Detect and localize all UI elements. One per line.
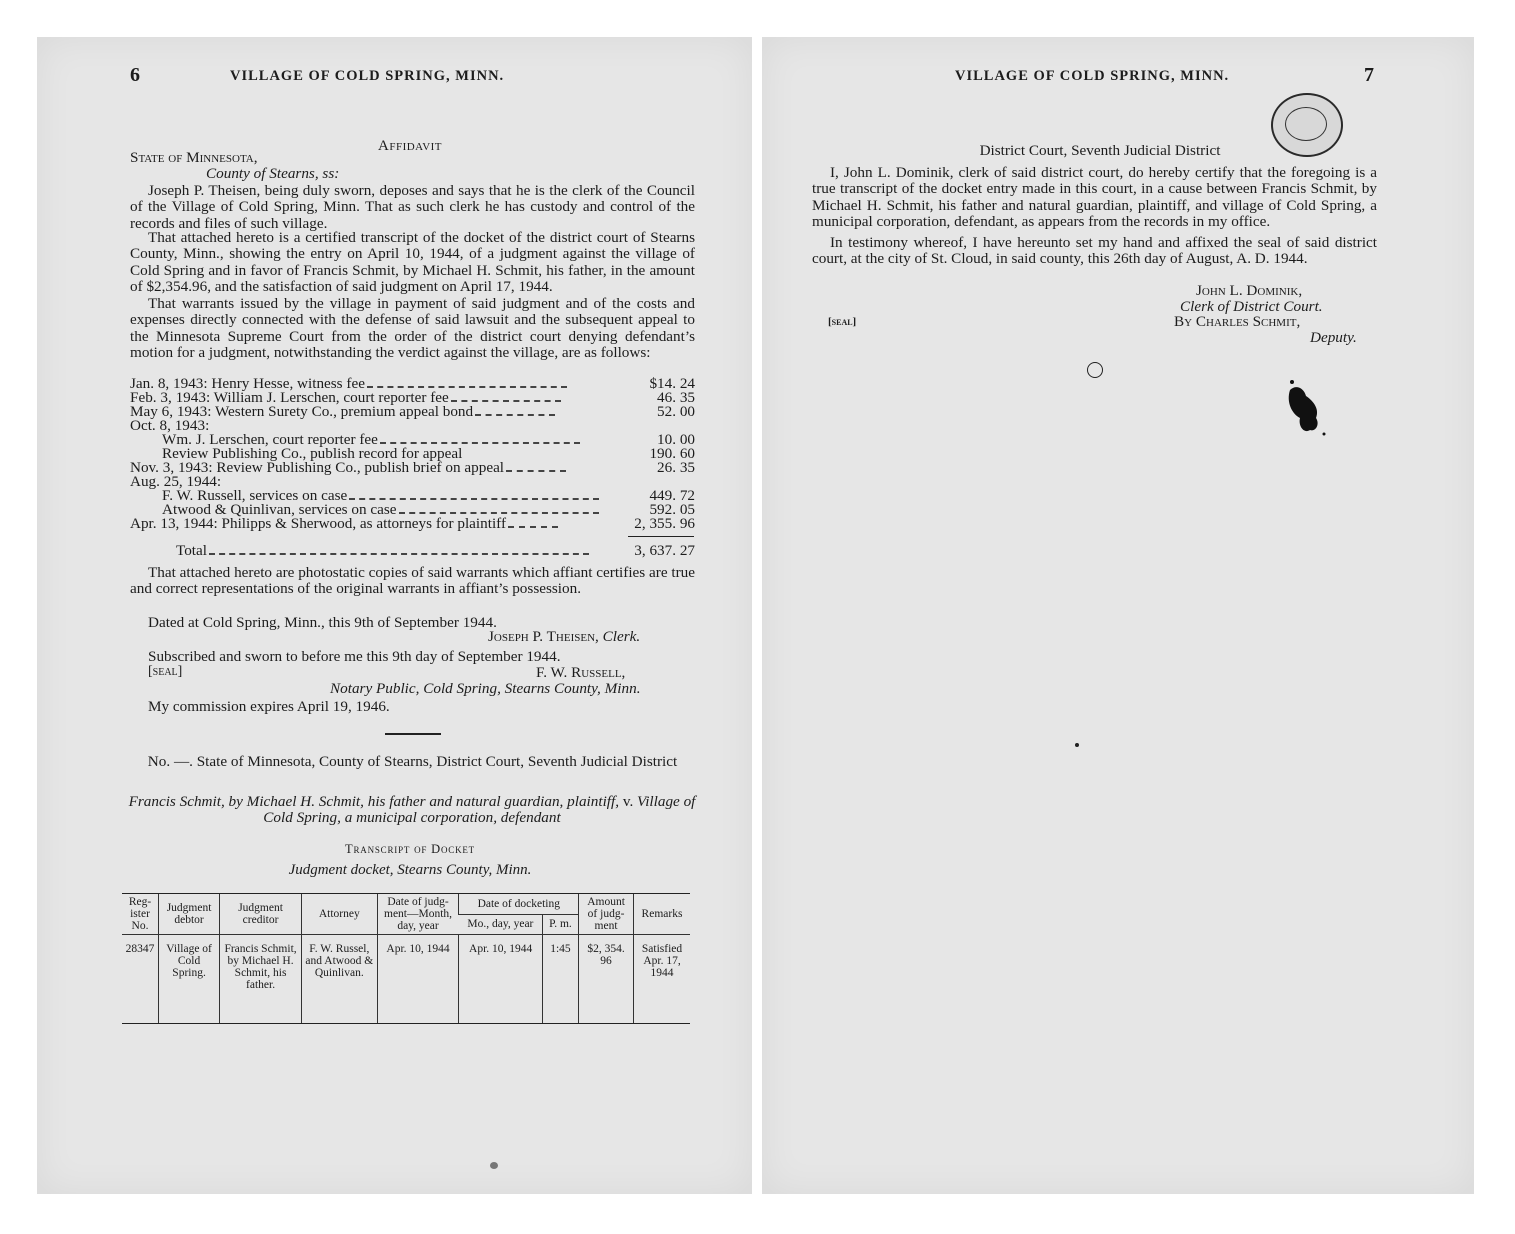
col-register: Reg-ister No. <box>122 894 159 935</box>
total-row: Total 3, 637. 27 <box>176 542 695 559</box>
deputy-line: By Charles Schmit, <box>1174 313 1301 330</box>
col-creditor: Judgment creditor <box>220 894 302 935</box>
cell-date-docketing: Apr. 10, 1944 <box>459 935 542 1024</box>
page-number-right: 7 <box>1364 64 1374 86</box>
col-mo-day-year: Mo., day, year <box>459 914 542 935</box>
certificate-para-1: I, John L. Dominik, clerk of said district court, do hereby certify that the foregoing is a true transcript of the docket entry made in this court, in a cause between Francis Schmit, by Michael H. Schmit, his father and natural guardian, plaintiff, and village of Cold Spring, a municipal corporation, defendant, as appears from the records in my office. <box>812 164 1377 231</box>
warrant-item: Atwood & Quinlivan, services on case 592. 05 <box>162 501 695 518</box>
speck-icon <box>1075 743 1079 747</box>
dated-line: Dated at Cold Spring, Minn., this 9th of September 1944. <box>148 614 497 631</box>
venue-state: State of Minnesota, <box>130 149 258 166</box>
warrant-item: Aug. 25, 1944: <box>130 473 222 490</box>
docket-table <box>122 893 690 1024</box>
notary-title: Notary Public, Cold Spring, Stearns County, Minn. <box>330 680 641 697</box>
commission-line: My commission expires April 19, 1946. <box>148 698 390 715</box>
table-row <box>122 935 690 1024</box>
cell-date-judgment: Apr. 10, 1944 <box>377 935 459 1024</box>
total-rule <box>628 536 694 537</box>
transcript-title: Transcript of Docket <box>345 842 475 856</box>
subscribed-line: Subscribed and sworn to before me this 9th day of September 1944. <box>148 648 561 665</box>
col-debtor: Judgment debtor <box>159 894 220 935</box>
col-remarks: Remarks <box>634 894 691 935</box>
col-date-judgment: Date of judg-ment—Month, day, year <box>377 894 459 935</box>
court-title: District Court, Seventh Judicial District <box>979 142 1221 159</box>
library-stamp-icon <box>1271 93 1343 157</box>
cell-debtor: Village of Cold Spring. <box>159 935 220 1024</box>
warrant-item: Review Publishing Co., publish record for appeal 190. 60 <box>162 445 695 462</box>
venue-county: County of Stearns, ss: <box>206 165 340 182</box>
page-number-left: 6 <box>130 64 140 86</box>
cell-remarks: Satisfied Apr. 17, 1944 <box>634 935 691 1024</box>
cell-creditor: Francis Schmit, by Michael H. Schmit, his father. <box>220 935 302 1024</box>
warrant-item: Feb. 3, 1943: William J. Lerschen, court reporter fee 46. 35 <box>130 389 695 406</box>
clerk-name: John L. Dominik, <box>1196 282 1303 299</box>
certificate-para-2: In testimony whereof, I have hereunto set my hand and affixed the seal of said district court, at the city of St. Cloud, in said county, this 26th day of August, A. D. 1944. <box>812 234 1377 268</box>
case-heading: No. —. State of Minnesota, County of Stearns, District Court, Seventh Judicial District <box>147 753 678 770</box>
warrant-item: Oct. 8, 1943: <box>130 417 210 434</box>
col-amount: Amount of judg-ment <box>579 894 634 935</box>
warrant-item: Wm. J. Lerschen, court reporter fee 10. 00 <box>162 431 695 448</box>
cell-register: 28347 <box>122 935 159 1024</box>
speck-icon <box>490 1162 498 1169</box>
affidavit-para-4: That attached hereto are photostatic copies of said warrants which affiant certifies are true and correct representations of the original warrants in affiant’s possession. <box>130 564 695 598</box>
col-attorney: Attorney <box>301 894 377 935</box>
case-parties: Francis Schmit, by Michael H. Schmit, his father and natural guardian, plaintiff, v. Village of Cold Spring, a municipal corporation, defendant <box>128 793 696 826</box>
affidavit-para-1: Joseph P. Theisen, being duly sworn, deposes and says that he is the clerk of the Council of the Village of Cold Spring, Minn. That as such clerk he has custody and control of the records and files of such village. <box>130 182 695 232</box>
section-divider <box>385 733 441 735</box>
warrants-list <box>130 376 695 536</box>
warrant-item: F. W. Russell, services on case 449. 72 <box>162 487 695 504</box>
warrant-item: Apr. 13, 1944: Philipps & Sherwood, as attorneys for plaintiff 2, 355. 96 <box>130 515 695 532</box>
signature-line: Joseph P. Theisen, Clerk. <box>488 628 641 645</box>
running-head-right: VILLAGE OF COLD SPRING, MINN. <box>955 68 1230 84</box>
cell-amount: $2, 354. 96 <box>579 935 634 1024</box>
cell-attorney: F. W. Russel, and Atwood & Quinlivan. <box>301 935 377 1024</box>
notary-name: F. W. Russell, <box>536 664 626 681</box>
col-date-docketing: Date of docketing <box>459 894 579 915</box>
seal-label-right: [seal] <box>828 316 857 328</box>
affidavit-para-3: That warrants issued by the village in payment of said judgment and of the costs and expenses directly connected with the defense of said lawsuit and the subsequent appeal to the Minnesota Supreme Court from the order of the district court denying defendant’s motion for a judgment, notwithstanding the verdict against the village, are as follows: <box>130 295 695 362</box>
docket-subtitle: Judgment docket, Stearns County, Minn. <box>288 862 532 878</box>
warrant-item: Jan. 8, 1943: Henry Hesse, witness fee $14. 24 <box>130 375 695 392</box>
warrant-item: Nov. 3, 1943: Review Publishing Co., publish brief on appeal 26. 35 <box>130 459 695 476</box>
seal-label-left: [seal] <box>148 664 183 679</box>
deputy-title: Deputy. <box>1310 329 1357 346</box>
affidavit-para-2: That attached hereto is a certified transcript of the docket of the district court of Stearns County, Minn., showing the entry on April 10, 1944, of a judgment against the village of Cold Spring and in favor of Francis Schmit, by Michael H. Schmit, his father, in the amount of $2,354.96, and the satisfaction of said judgment on April 17, 1944. <box>130 229 695 296</box>
ink-blot-icon <box>1282 378 1330 440</box>
punch-hole-icon <box>1087 362 1103 378</box>
running-head-left: VILLAGE OF COLD SPRING, MINN. <box>230 68 505 84</box>
cell-pm: 1:45 <box>542 935 578 1024</box>
clerk-title: Clerk of District Court. <box>1180 298 1323 315</box>
affidavit-title: Affidavit <box>378 138 443 154</box>
warrant-item: May 6, 1943: Western Surety Co., premium appeal bond 52. 00 <box>130 403 695 420</box>
col-pm: P. m. <box>542 914 578 935</box>
